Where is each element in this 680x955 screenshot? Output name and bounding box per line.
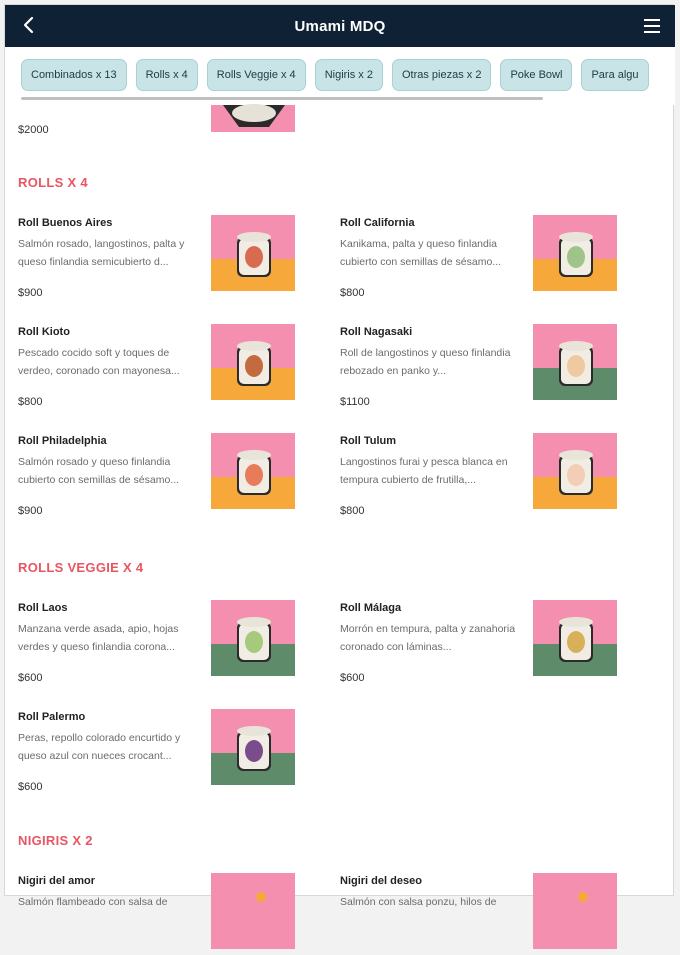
- roll-image: [533, 215, 617, 291]
- menu-item-card[interactable]: [18, 711, 318, 791]
- menu-item-card[interactable]: [340, 435, 640, 515]
- menu-content: [5, 105, 675, 908]
- item-price: $800: [18, 396, 43, 408]
- category-chip[interactable]: Para algu: [581, 59, 648, 91]
- roll-image: [533, 433, 617, 509]
- category-chip[interactable]: Otras piezas x 2: [392, 59, 491, 91]
- nigiri-image: [211, 873, 295, 949]
- category-chip[interactable]: Combinados x 13: [21, 59, 127, 91]
- item-price: $1100: [340, 396, 370, 408]
- category-chip-list: [21, 59, 649, 91]
- menu-item-card[interactable]: [340, 602, 640, 682]
- item-description: Pescado cocido soft y toques de verdeo, coronado con mayonesa...: [18, 347, 180, 377]
- item-description: Langostinos furai y pesca blanca en tempura cubierto de frutilla,...: [340, 456, 508, 486]
- roll-image: [211, 215, 295, 291]
- category-chip[interactable]: Rolls x 4: [136, 59, 198, 91]
- roll-image: [211, 600, 295, 676]
- roll-image: [211, 105, 295, 132]
- category-chip[interactable]: Rolls Veggie x 4: [207, 59, 306, 91]
- item-price: $600: [18, 781, 43, 793]
- app-header: [5, 5, 675, 47]
- hamburger-menu-icon[interactable]: [641, 15, 663, 37]
- item-name: Roll Buenos Aires: [18, 217, 113, 229]
- roll-image: [211, 433, 295, 509]
- item-price: $800: [340, 505, 365, 517]
- item-name: Roll Málaga: [340, 602, 402, 614]
- item-price: $900: [18, 505, 43, 517]
- item-description: Salmón rosado, langostinos, palta y queso finlandia semicubierto d...: [18, 238, 185, 268]
- app-frame: [4, 4, 674, 908]
- category-chip[interactable]: Nigiris x 2: [315, 59, 383, 91]
- menu-item-card[interactable]: [18, 435, 318, 515]
- page-title: Umami MDQ: [294, 17, 386, 35]
- menu-item-card[interactable]: [340, 875, 640, 955]
- nigiri-image: [533, 873, 617, 949]
- category-scrollbar[interactable]: [21, 97, 543, 100]
- item-name: Nigiri del deseo: [340, 875, 422, 887]
- item-description: Peras, repollo colorado encurtido y queso azul con nueces crocant...: [18, 732, 181, 762]
- roll-image: [533, 600, 617, 676]
- item-name: Roll Kioto: [18, 326, 70, 338]
- item-price: $2000: [18, 124, 49, 136]
- item-description: Kanikama, palta y queso finlandia cubierto con semillas de sésamo...: [340, 238, 502, 268]
- item-description: Salmón con salsa ponzu, hilos de: [340, 896, 497, 908]
- category-nav: [5, 47, 675, 105]
- menu-item-card[interactable]: [18, 326, 318, 406]
- item-description: Salmón flambeado con salsa de: [18, 896, 168, 908]
- item-price: $900: [18, 287, 43, 299]
- item-price: $600: [340, 672, 365, 684]
- item-name: Roll Tulum: [340, 435, 397, 447]
- menu-item-card[interactable]: [18, 875, 318, 955]
- item-description: Morrón en tempura, palta y zanahoria coronado con láminas...: [340, 623, 516, 653]
- menu-item-card[interactable]: [18, 217, 318, 297]
- item-name: Roll California: [340, 217, 415, 229]
- menu-item-card[interactable]: [340, 217, 640, 297]
- item-name: Roll Nagasaki: [340, 326, 413, 338]
- item-description: Manzana verde asada, apio, hojas verdes y queso finlandia corona...: [18, 623, 179, 653]
- roll-image: [533, 324, 617, 400]
- item-description: Roll de langostinos y queso finlandia rebozado en panko y...: [340, 347, 511, 377]
- menu-item-card[interactable]: [340, 326, 640, 406]
- back-arrow-icon[interactable]: [19, 14, 41, 36]
- category-chip[interactable]: Poke Bowl: [500, 59, 572, 91]
- item-name: Roll Palermo: [18, 711, 86, 723]
- menu-item-card[interactable]: [18, 602, 318, 682]
- roll-image: [211, 324, 295, 400]
- roll-image: [211, 709, 295, 785]
- section-title: NIGIRIS X 2: [18, 833, 93, 848]
- item-description: Salmón rosado y queso finlandia cubierto con semillas de sésamo...: [18, 456, 180, 486]
- section-title: ROLLS X 4: [18, 175, 88, 190]
- section-title: ROLLS VEGGIE X 4: [18, 560, 144, 575]
- item-price: $600: [18, 672, 43, 684]
- item-name: Roll Laos: [18, 602, 68, 614]
- item-name: Nigiri del amor: [18, 875, 96, 887]
- item-price: $800: [340, 287, 365, 299]
- item-name: Roll Philadelphia: [18, 435, 107, 447]
